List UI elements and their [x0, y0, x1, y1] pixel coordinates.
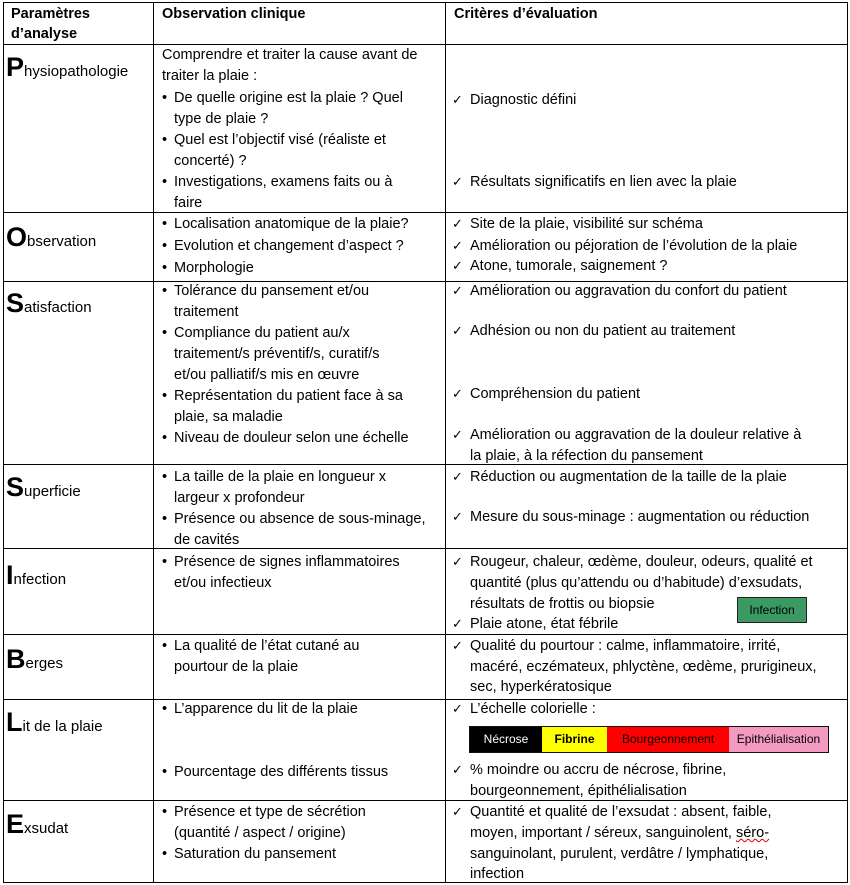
list-item-cont: concerté) ?: [174, 153, 247, 169]
header-parameters-line1: Paramètres: [11, 6, 90, 22]
color-scale: [469, 726, 829, 753]
list-item-cont: traitement: [174, 304, 239, 320]
param-lit-de-la-plaie: Lit de la plaie: [6, 707, 103, 737]
list-item-cont: type de plaie ?: [174, 111, 269, 127]
param-observation: Observation: [6, 222, 97, 252]
list-item-cont: et/ou infectieux: [174, 575, 272, 591]
param-satisfaction: Satisfaction: [6, 288, 92, 318]
param-physiopathologie: Physiopathologie: [6, 52, 129, 82]
obs-intro-line1: Comprendre et traiter la cause avant de: [162, 47, 418, 63]
param-superficie: Superficie: [6, 472, 81, 502]
scale-epithelialisation: Epithélialisation: [729, 727, 828, 752]
criteria-item-cont: résultats de frottis ou biopsie: [470, 596, 655, 612]
scale-fibrine: Fibrine: [542, 727, 607, 752]
list-item-cont: faire: [174, 195, 203, 211]
list-item-cont: de cavités: [174, 532, 240, 548]
param-exsudat: Exsudat: [6, 809, 69, 839]
criteria-item-cont: infection: [470, 866, 525, 882]
list-item-cont: et/ou palliatif/s mis en œuvre: [174, 367, 360, 383]
header-parameters-line2: d’analyse: [11, 26, 78, 42]
scale-bourgeonnement: Bourgeonnement: [607, 727, 729, 752]
obs-intro-line2: traiter la plaie :: [162, 68, 258, 84]
list-item-cont: plaie, sa maladie: [174, 409, 283, 425]
criteria-item-cont: moyen, important / séreux, sanguinolent, séro-: [470, 825, 770, 841]
list-item-cont: (quantité / aspect / origine): [174, 825, 346, 841]
param-infection: Infection: [6, 560, 67, 590]
spellcheck-word: séro-: [735, 825, 770, 841]
list-item-cont: traitement/s préventif/s, curatif/s: [174, 346, 380, 362]
param-berges: Berges: [6, 644, 64, 674]
header-observation: Observation clinique: [162, 6, 306, 22]
header-criteria: Critères d’évaluation: [454, 6, 598, 22]
criteria-item-cont: macéré, eczémateux, phlyctène, œdème, prurigineux,: [470, 659, 817, 675]
list-item-cont: pourtour de la plaie: [174, 659, 299, 675]
criteria-item-cont: bourgeonnement, épithélialisation: [470, 783, 687, 799]
list-item-cont: largeur x profondeur: [174, 490, 305, 506]
criteria-item-cont: sanguinolant, purulent, verdâtre / lymphatique,: [470, 846, 769, 862]
criteria-item-cont: la plaie, à la réfection du pansement: [470, 448, 703, 464]
criteria-item-cont: sec, hyperkératosique: [470, 679, 612, 695]
criteria-item-cont: quantité (plus qu’attendu ou d’habitude) d’exsudats,: [470, 575, 803, 591]
scale-necrose: Nécrose: [470, 727, 542, 752]
infection-button[interactable]: Infection: [737, 597, 807, 623]
